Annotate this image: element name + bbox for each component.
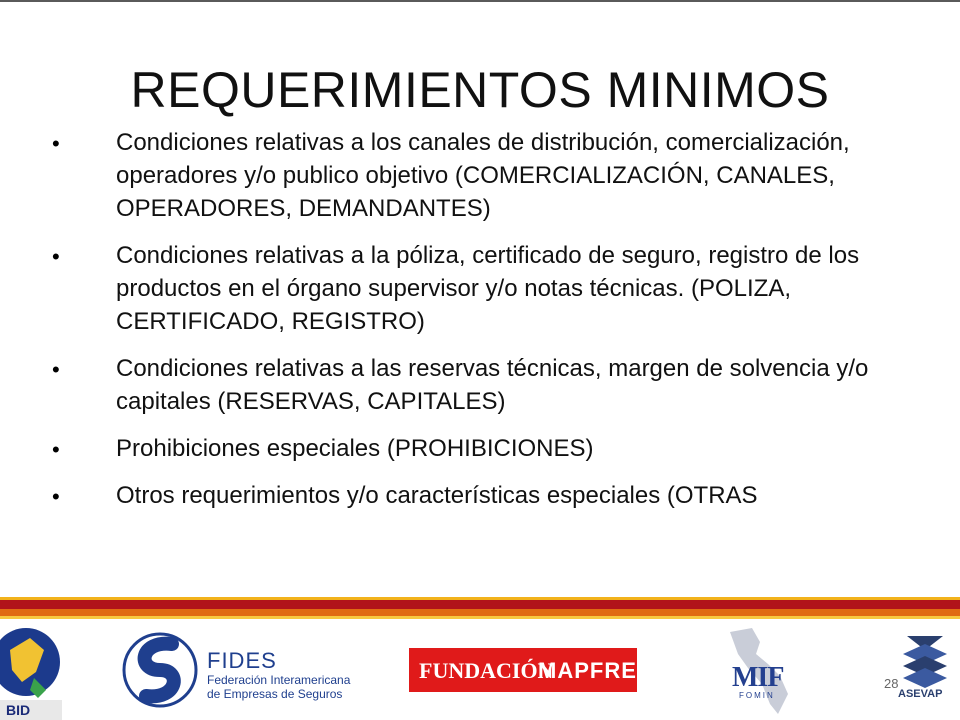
mif-text: MIF (732, 662, 784, 693)
fides-logo-icon (120, 630, 200, 710)
bullet-text: Condiciones relativas a la póliza, certificado de seguro, registro de los productos en el órgano supervisor y/o notas técnicas. (POLIZA, CERTIFICADO, REGISTRO) (116, 242, 860, 335)
fides-subtitle: Federación Interamericana de Empresas de Seguros (207, 673, 351, 701)
page-number: 28 (884, 676, 899, 691)
asevap-logo-icon (895, 628, 955, 718)
bullet-text: Condiciones relativas a las reservas técnicas, margen de solvencia y/o capitales (RESERVAS, CAPITALES) (116, 355, 869, 415)
bullet-item (0, 352, 960, 418)
footer-color-band (0, 597, 960, 619)
fides-name: FIDES (207, 648, 277, 673)
bullet-item (0, 479, 960, 512)
band-yellow-stripe-bottom (0, 616, 960, 619)
fomin-text: FOMIN (739, 691, 775, 700)
band-orange-stripe (0, 609, 960, 616)
sponsor-logos (0, 620, 960, 720)
bullet-item (0, 126, 960, 225)
bullet-marker: • (52, 244, 60, 269)
top-rule (0, 0, 960, 2)
bullet-text: Condiciones relativas a los canales de distribución, comercialización, operadores y/o publico objetivo (COMERCIALIZACIÓN, CANALES, OPERADORES, DEMANDANTES) (116, 129, 850, 222)
asevap-text: ASEVAP (898, 688, 943, 700)
bid-logo-text: BID (6, 702, 31, 718)
mapfre-logo (409, 648, 637, 692)
mapfre-name-text: MAPFRE (538, 658, 637, 683)
mapfre-foundation-text: FUNDACIÓN (419, 658, 554, 683)
slide-title: REQUERIMIENTOS MINIMOS (130, 62, 830, 118)
bullet-item (0, 432, 960, 465)
bullet-marker: • (52, 357, 60, 382)
bullet-item (0, 239, 960, 338)
bullet-marker: • (52, 484, 60, 509)
bullet-text: Otros requerimientos y/o características especiales (OTRAS (116, 482, 758, 509)
bullet-list (0, 126, 960, 512)
bullet-marker: • (52, 131, 60, 156)
bullet-marker: • (52, 437, 60, 462)
bullet-text: Prohibiciones especiales (PROHIBICIONES) (116, 435, 594, 462)
band-red-stripe (0, 600, 960, 609)
